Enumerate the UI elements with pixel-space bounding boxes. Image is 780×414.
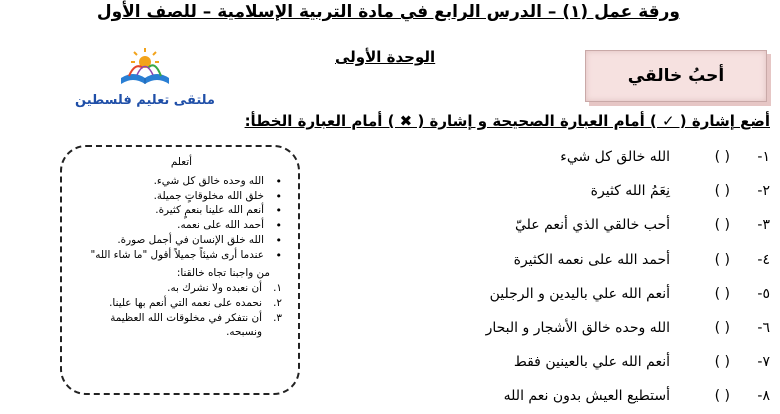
statement-text: أنعم الله علي باليدين و الرجلين: [489, 285, 670, 302]
statements-list: [330, 140, 770, 414]
statement-item: [330, 379, 770, 413]
learn-bullet-list: [72, 174, 288, 263]
statement-text: نِعَمُ الله كثيرة: [590, 183, 670, 200]
answer-blank[interactable]: ( ): [714, 354, 730, 371]
duty-item: [72, 281, 282, 296]
statement-text: الله وحده خالق الأشجار و البحار: [485, 320, 670, 337]
worksheet-title: ورقة عمل (١) – الدرس الرابع في مادة التربية الإسلامية – للصف الأول: [96, 2, 680, 22]
answer-blank[interactable]: ( ): [714, 217, 730, 234]
learn-bullet: • عندما أرى شيئاً جميلاً أقول "ما شاء الله": [72, 248, 274, 263]
logo-text: ملتقى تعليم فلسطين: [75, 93, 215, 108]
duty-number: ٢.: [273, 296, 282, 309]
learn-heading: أتعلم: [170, 156, 192, 168]
learn-bullet: • الله خلق الإنسان في أجمل صورة.: [72, 233, 274, 248]
duty-text: نحمده على نعمه التي أنعم بها علينا.: [109, 296, 262, 309]
statement-number: ٦-: [757, 320, 770, 337]
statement-number: ٣-: [757, 217, 770, 234]
statement-number: ١-: [757, 149, 770, 166]
answer-blank[interactable]: ( ): [714, 388, 730, 405]
statement-item: [330, 345, 770, 379]
learn-box: [60, 145, 300, 395]
duty-text: أن نتفكر في مخلوقات الله العظيمة ونسبحه.: [110, 311, 262, 339]
statement-text: أحمد الله على نعمه الكثيرة: [513, 251, 670, 268]
statement-item: [330, 311, 770, 345]
learn-bullet: • أحمد الله على نعمه.: [72, 218, 274, 233]
logo: [70, 48, 220, 118]
statement-text: أستطيع العيش بدون نعم الله: [503, 388, 670, 405]
answer-blank[interactable]: ( ): [714, 149, 730, 166]
statement-item: [330, 243, 770, 277]
duty-item: [72, 311, 282, 341]
duty-text: أن نعبده ولا نشرك به.: [167, 282, 262, 295]
answer-blank[interactable]: ( ): [714, 251, 730, 268]
duty-number: ١.: [273, 282, 282, 295]
statement-number: ٤-: [757, 251, 770, 268]
statement-number: ٢-: [757, 183, 770, 200]
statement-text: أحب خالقي الذي أنعم عليّ: [514, 217, 670, 234]
statement-text: الله خالق كل شيء: [560, 149, 670, 166]
duty-number: ٣.: [273, 311, 282, 324]
lesson-title: أحبُ خالقي: [627, 66, 725, 86]
statement-number: ٧-: [757, 354, 770, 371]
duties-list: [72, 281, 288, 340]
statement-text: أنعم الله علي بالعينين فقط: [513, 354, 670, 371]
instruction: أضع إشارة ( ✓ ) أمام العبارة الصحيحة و إشارة ( ✖ ) أمام العبارة الخطأ:: [244, 112, 770, 130]
statement-item: [330, 208, 770, 242]
statement-number: ٥-: [757, 285, 770, 302]
answer-blank[interactable]: ( ): [714, 183, 730, 200]
statement-item: [330, 174, 770, 208]
learn-bullet: • خلق الله مخلوقاتٍ جميلة.: [72, 189, 274, 204]
statement-item: [330, 277, 770, 311]
unit-title: الوحدة الأولى: [335, 48, 436, 66]
statement-item: [330, 140, 770, 174]
statement-number: ٨-: [757, 388, 770, 405]
learn-bullet: • أنعم الله علينا بنعمٍ كثيرة.: [72, 203, 274, 218]
answer-blank[interactable]: ( ): [714, 285, 730, 302]
answer-blank[interactable]: ( ): [714, 320, 730, 337]
lesson-title-box: [585, 50, 767, 102]
duty-item: [72, 296, 282, 311]
logo-book-icon: [115, 48, 175, 90]
duties-heading: من واجبنا تجاه خالقنا:: [176, 267, 270, 280]
learn-bullet: • الله وحده خالق كل شيء.: [72, 174, 274, 189]
